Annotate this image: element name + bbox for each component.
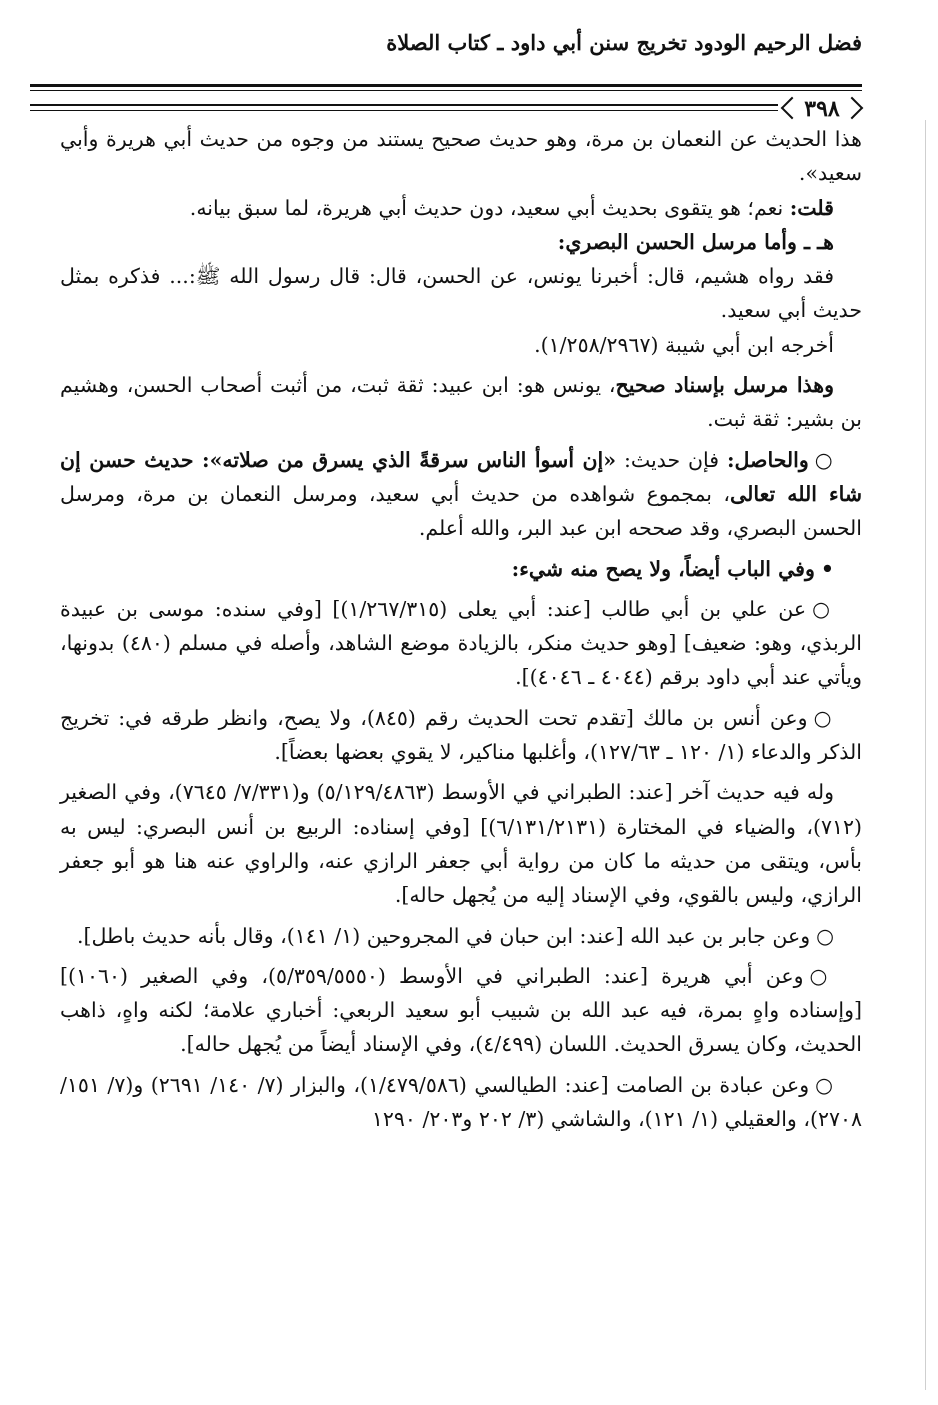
circle-bullet-icon: ○ xyxy=(814,447,835,472)
inline-label: والحاصل: xyxy=(726,447,809,472)
header-rule-thin xyxy=(30,90,862,91)
paragraph xyxy=(60,368,862,437)
page-number: ٣٩٨ xyxy=(782,94,862,124)
circle-bullet-icon: ○ xyxy=(809,963,834,988)
page-number-rule xyxy=(30,110,778,111)
paragraph: فقد رواه هشيم، قال: أخبرنا يونس، عن الحسن، قال: قال رسول الله ﷺ:... فذكره بمثل حديث أبي سعيد. xyxy=(60,264,862,323)
page-number-rule xyxy=(30,104,778,106)
page-header xyxy=(30,28,862,128)
paragraph: أخرجه ابن أبي شيبة (١/٢٥٨/٢٩٦٧). xyxy=(534,332,834,357)
header-rule-thick xyxy=(30,84,862,87)
paragraph: وله فيه حديث آخر [عند: الطبراني في الأوسط (٥/١٢٩/٤٨٦٣) و(٧/٣٣١/ ٧٦٤٥)، وفي الصغير (٧١٢)، والضياء في المختارة (٦/١٣١/٢١٣١)] [وفي إسناده: الربيع بن أنس البصري: ليس به بأس، ويتقى من حديثه ما كان من رواية أبي جعفر الرازي عنه، والراوي عنه هنا هو أبو جعفر الرازي، وليس بالقوي، وفي الإسناد إليه من يُجهل حاله]. xyxy=(60,780,862,908)
list-item xyxy=(60,701,862,770)
list-item xyxy=(60,592,862,695)
inline-bold: «إن أسوأ الناس سرقةً الذي يسرق من صلاته»: حديث حسن إن شاء الله تعالى xyxy=(60,447,863,506)
paragraph-text: ، بمجموع شواهده من حديث أبي سعيد، ومرسل النعمان بن مرة، ومرسل الحسن البصري، وقد صححه ابن عبد البر، والله أعلم. xyxy=(60,481,862,541)
heading-bullet-icon: • xyxy=(820,556,834,581)
inline-bold: وهذا مرسل بإسناد صحيح xyxy=(615,373,834,398)
circle-bullet-icon: ○ xyxy=(815,1072,834,1097)
heading-prefix: هـ ـ وأما xyxy=(756,229,834,254)
circle-bullet-icon: ○ xyxy=(813,705,835,730)
list-item xyxy=(60,919,862,953)
list-item-text: عن علي بن أبي طالب [عند: أبي يعلى (١/٢٦٧/٣١٥)] [وفي سنده: موسى بن عبيدة الربذي، وهو: ضعيف] [وهو حديث منكر، بالزيادة موضع الشاهد، وأصله في مسلم (٤٨٠) بدونها، ويأتي عند أبي داود برقم (٤٠٤٤ ـ ٤٠٤٦)]. xyxy=(60,596,862,690)
list-item-text: وعن جابر بن عبد الله [عند: ابن حبان في المجروحين (١/ ١٤١)، وقال بأنه حديث باطل]. xyxy=(76,923,811,948)
list-item-text: وعن عبادة بن الصامت [عند: الطيالسي (١/٤٧٩/٥٨٦)، والبزار (٧/ ١٤٠/ ٢٦٩١) و(٧/ ١٥١/ ٢٧٠٨)، والعقيلي (١/ ١٢١)، والشاشي (٣/ ٢٠٢ و٢٠٣/ ١٢٩٠ xyxy=(60,1072,862,1132)
list-item-text: وعن أنس بن مالك [تقدم تحت الحديث رقم (٨٤٥)، ولا يصح، وانظر طرقه في: تخريج الذكر والدعاء (١/ ١٢٠ ـ ١٢٧/٦٣)، وأغلبها مناكير، لا يقوي بعضها بعضاً]. xyxy=(60,705,862,765)
body-text xyxy=(60,122,862,1136)
circle-bullet-icon: ○ xyxy=(812,596,834,621)
heading-text: مرسل الحسن البصري: xyxy=(557,229,757,254)
section-heading xyxy=(60,225,862,259)
paragraph xyxy=(60,443,862,546)
paragraph-text: نعم؛ هو يتقوى بحديث أبي سعيد، دون حديث أبي هريرة، لما سبق بيانه. xyxy=(189,195,790,220)
list-item xyxy=(60,1068,862,1137)
paragraph-text: ، يونس هو: ابن عبيد: ثقة ثبت، من أثبت أصحاب الحسن، وهشيم بن بشير: ثقة ثبت. xyxy=(60,373,862,432)
paragraph-text: فإن حديث: xyxy=(616,447,727,472)
section-heading xyxy=(60,552,862,586)
heading-text: وفي الباب أيضاً، ولا يصح منه شيء: xyxy=(511,556,815,581)
running-title: فضل الرحيم الودود تخريج سنن أبي داود ـ كتاب الصلاة xyxy=(386,30,862,55)
paragraph xyxy=(60,191,862,225)
page-edge-line xyxy=(925,120,926,1390)
list-item-text: وعن أبي هريرة [عند: الطبراني في الأوسط (٥/٣٥٩/٥٥٥٠)، وفي الصغير (١٠٦٠)] [وإسناده واهٍ بمرة، فيه عبد الله بن شبيب أبو سعيد الربعي: أخباري علامة؛ لكنه واهٍ، ذاهب الحديث، وكان يسرق الحديث. اللسان (٤/٤٩٩)، وفي الإسناد أيضاً من يُجهل حاله]. xyxy=(60,963,862,1057)
list-item xyxy=(60,959,862,1062)
circle-bullet-icon: ○ xyxy=(816,923,834,948)
inline-label: قلت: xyxy=(789,195,834,220)
paragraph: هذا الحديث عن النعمان بن مرة، وهو حديث صحيح يستند من وجوه من حديث أبي هريرة وأبي سعيد». xyxy=(60,127,862,186)
